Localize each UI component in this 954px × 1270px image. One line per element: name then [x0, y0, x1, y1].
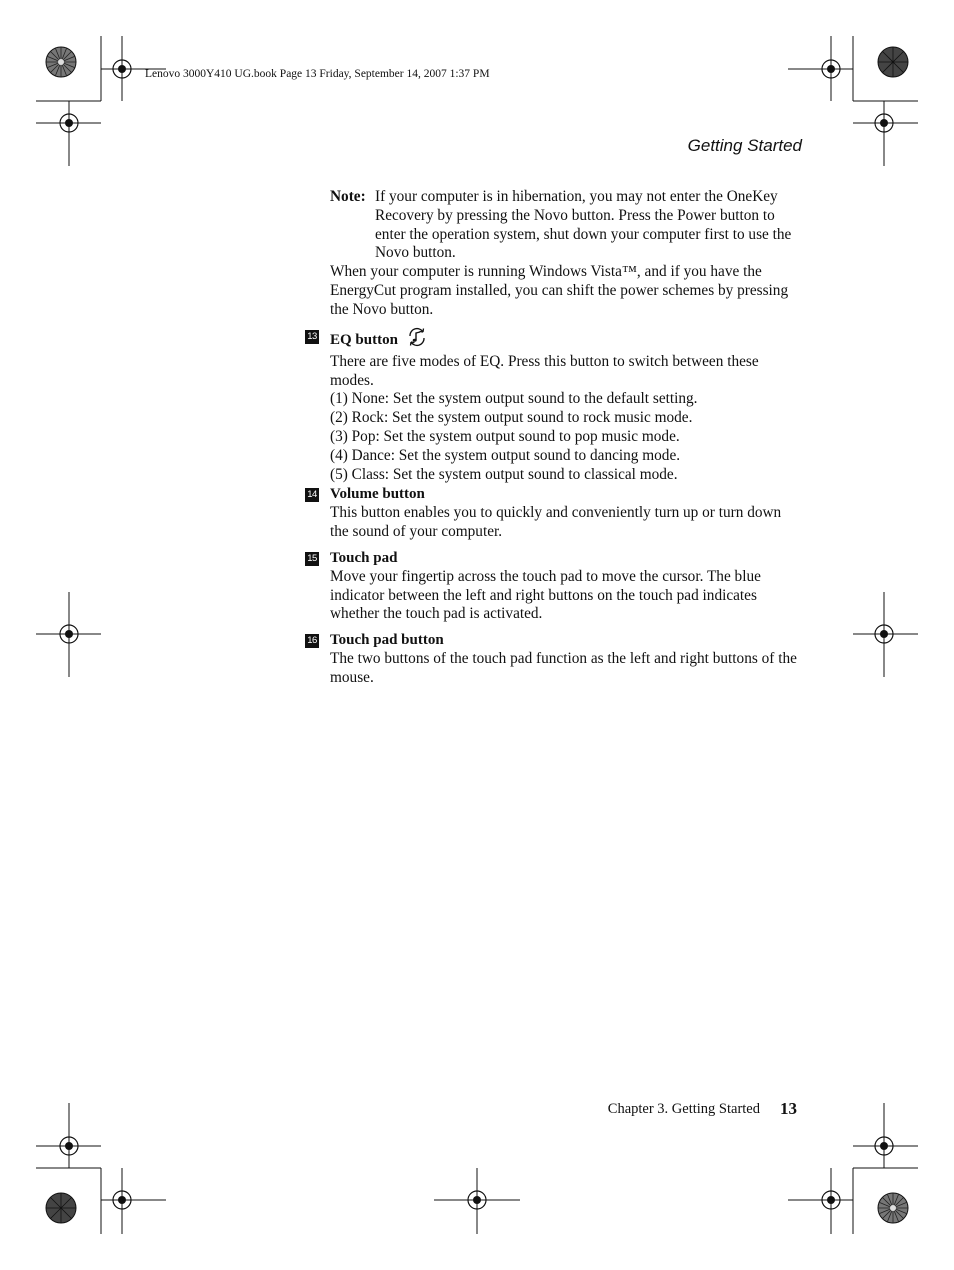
item-number-badge: 13	[305, 330, 319, 344]
item-heading: Touch pad	[330, 550, 398, 566]
item-line: This button enables you to quickly and conveniently turn up or turn down the sound of your computer.	[330, 503, 782, 540]
item-volume-button	[330, 485, 802, 541]
item-line: (3) Pop: Set the system output sound to pop music mode.	[330, 427, 680, 445]
vista-paragraph: When your computer is running Windows Vista™, and if you have the EnergyCut program installed, you can shift the power schemes by pressing the Novo button.	[330, 263, 789, 318]
color-bar-mark	[46, 47, 76, 77]
item-line: (4) Dance: Set the system output sound to dancing mode.	[330, 446, 681, 464]
item-heading: Volume button	[330, 486, 425, 502]
item-line: (2) Rock: Set the system output sound to rock music mode.	[330, 409, 693, 427]
note-text: If your computer is in hibernation, you may not enter the OneKey Recovery by pressing the Novo button. Press the Power button to enter the operation system, shut down your computer first to use the Novo button.	[375, 188, 792, 262]
note-block	[330, 188, 800, 263]
item-number-badge: 16	[305, 634, 319, 648]
page-number: 13	[780, 1099, 797, 1118]
footer-chapter-title: Chapter 3. Getting Started	[607, 1101, 760, 1117]
color-bar-mark	[878, 1193, 908, 1223]
print-slug: Lenovo 3000Y410 UG.book Page 13 Friday, September 14, 2007 1:37 PM	[145, 68, 490, 80]
item-line: The two buttons of the touch pad function as the left and right buttons of the mouse.	[330, 649, 797, 686]
item-number-badge: 15	[305, 552, 319, 566]
item-heading: EQ button	[330, 332, 398, 348]
item-touch-pad	[330, 549, 802, 624]
note-label: Note:	[330, 188, 366, 205]
item-line: (5) Class: Set the system output sound to classical mode.	[330, 465, 678, 483]
eq-music-note-icon	[406, 327, 428, 353]
item-line: (1) None: Set the system output sound to the default setting.	[330, 390, 698, 408]
item-eq-button	[330, 327, 802, 484]
item-heading: Touch pad button	[330, 632, 444, 648]
color-bar-mark	[46, 1193, 76, 1223]
item-line: Move your fingertip across the touch pad to move the cursor. The blue indicator between the left and right buttons on the touch pad indicates whether the touch pad is activated.	[330, 567, 761, 623]
running-header-title: Getting Started	[687, 136, 802, 155]
item-line: There are five modes of EQ. Press this button to switch between these modes.	[330, 352, 759, 389]
item-number-badge: 14	[305, 488, 319, 502]
item-touch-pad-button	[330, 631, 802, 687]
color-bar-mark	[878, 47, 908, 77]
